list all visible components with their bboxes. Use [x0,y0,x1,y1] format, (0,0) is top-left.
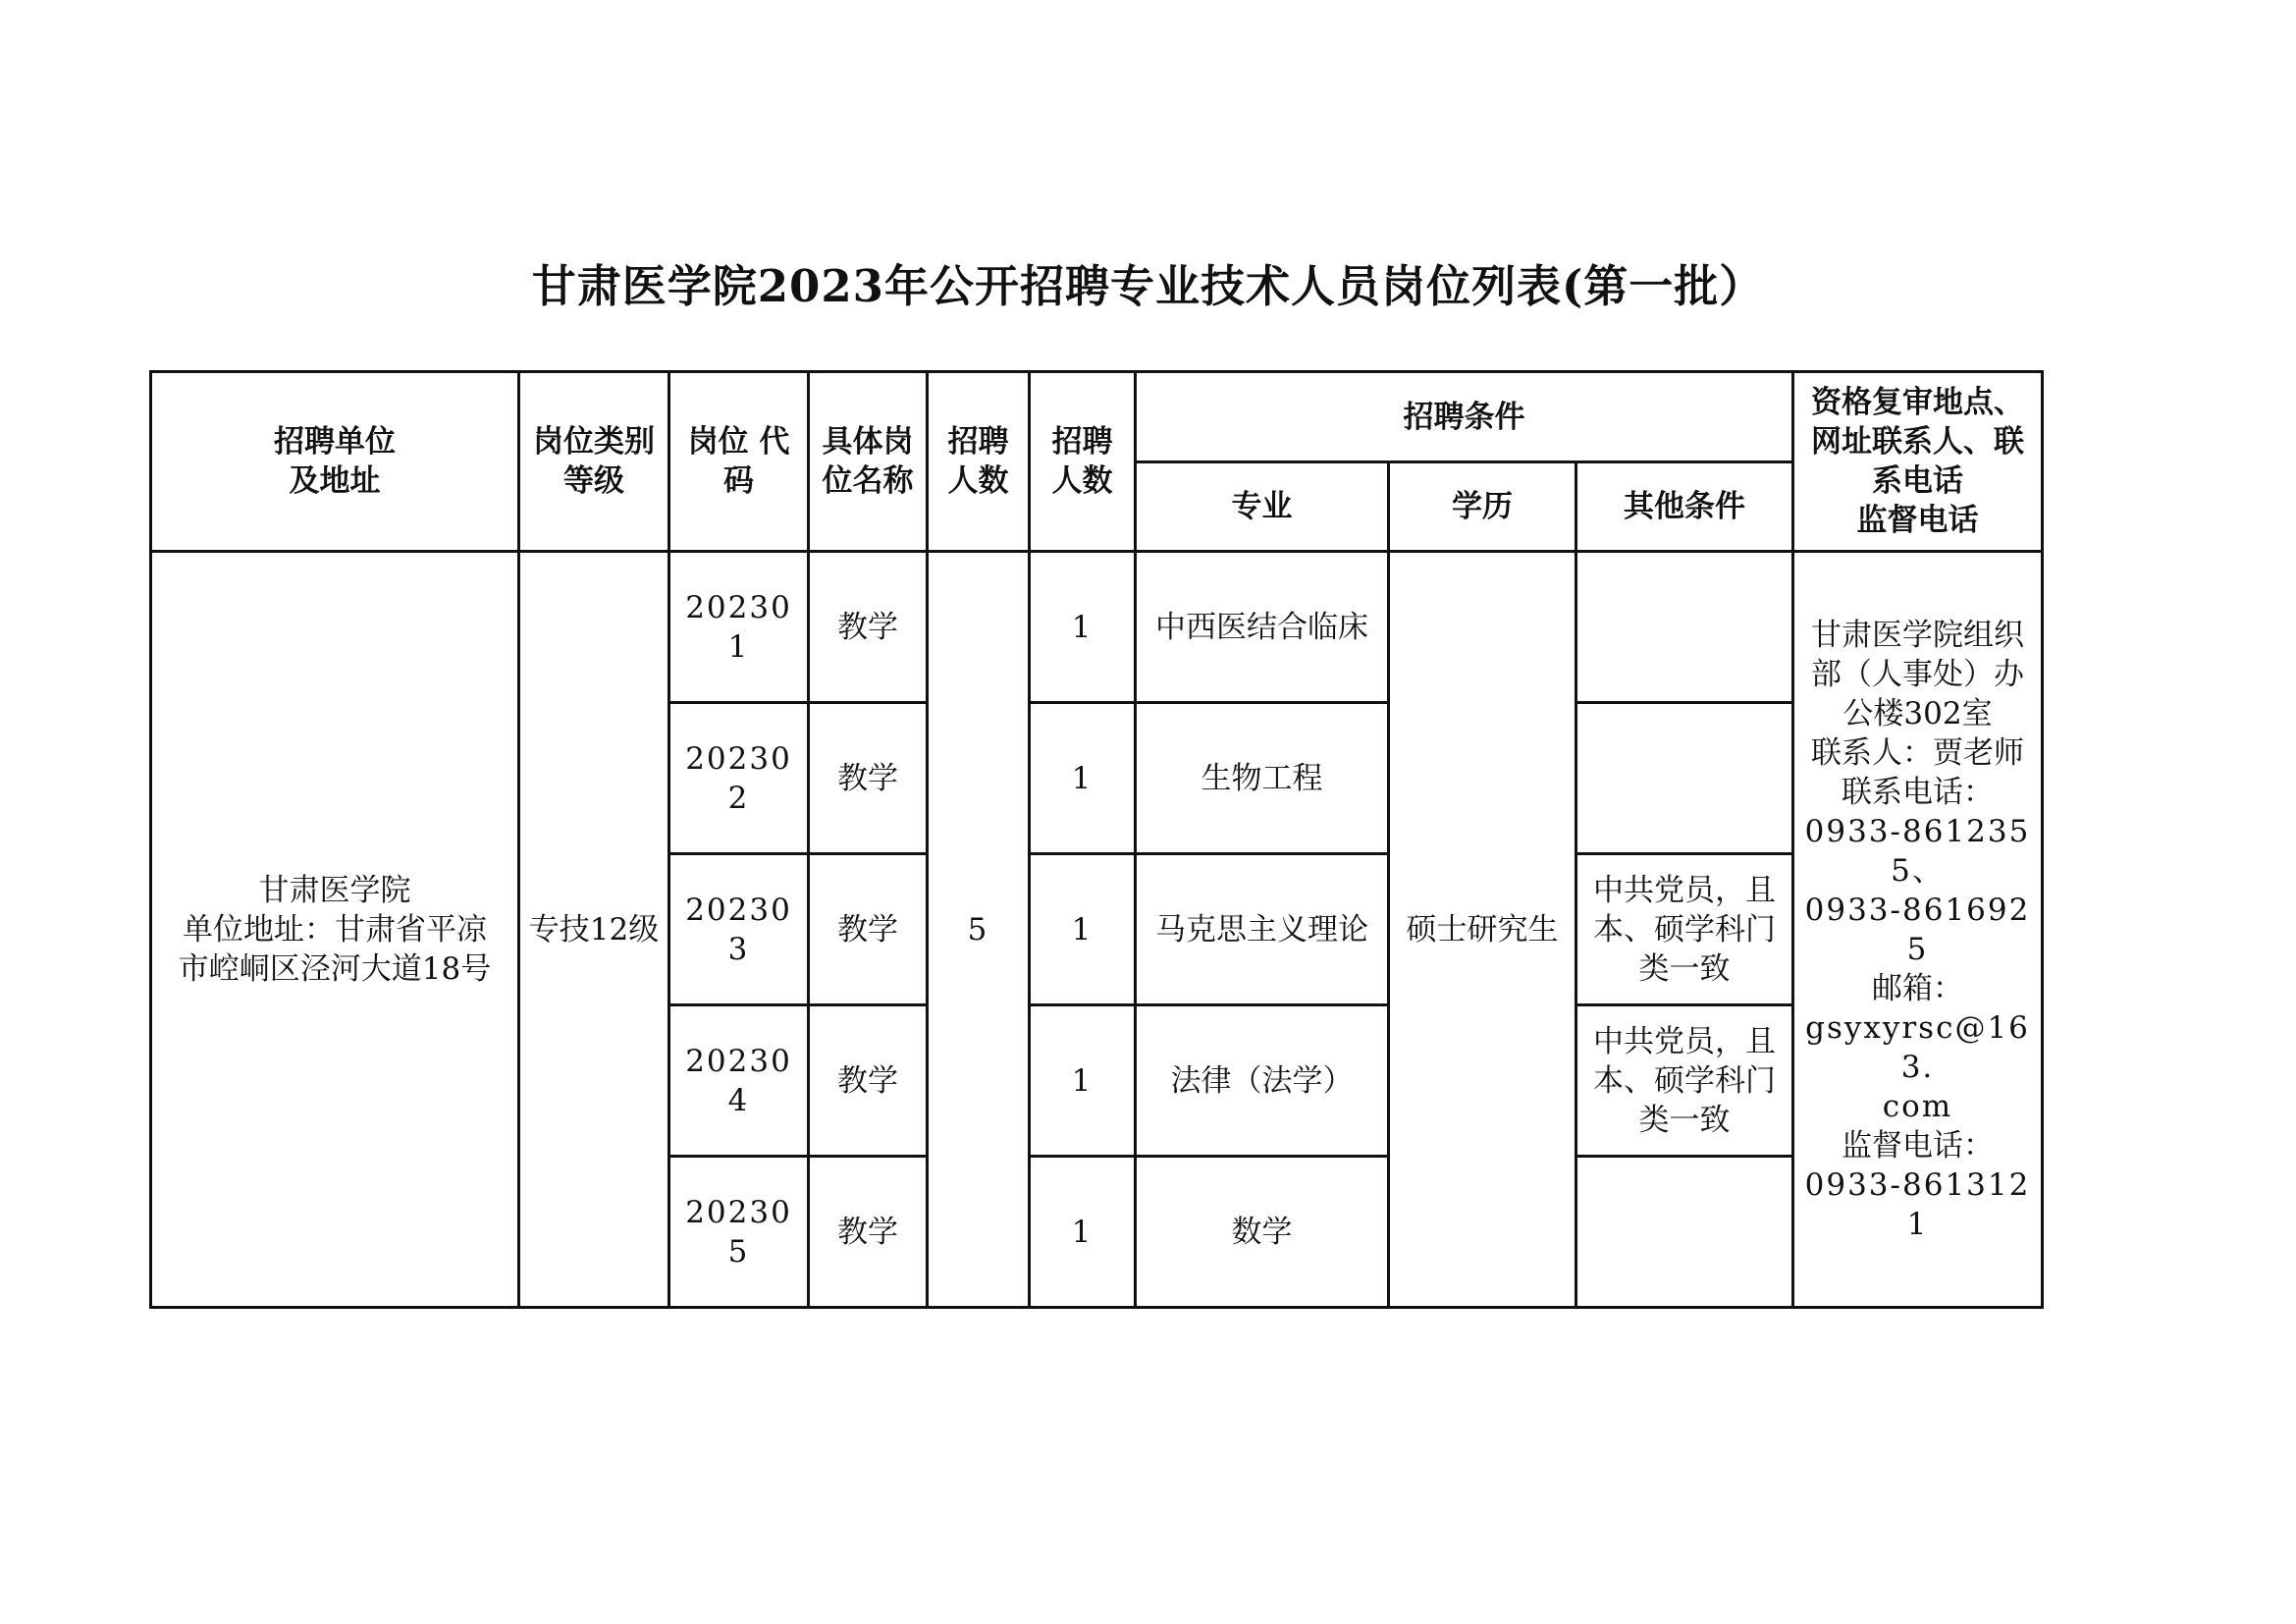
header-education: 学历 [1389,462,1576,552]
position-name-cell: 教学 [809,1157,928,1308]
header-position-name: 具体岗 位名称 [809,372,928,552]
major-cell: 生物工程 [1136,703,1389,854]
other-condition-cell [1576,1157,1793,1308]
header-total-count: 招聘 人数 [928,372,1030,552]
document-title: 甘肃医学院2023年公开招聘专业技术人员岗位列表(第一批） [531,260,1765,312]
major-cell: 法律（法学） [1136,1005,1389,1157]
header-other: 其他条件 [1576,462,1793,552]
position-name-cell: 教学 [809,703,928,854]
other-condition-cell [1576,703,1793,854]
count-cell: 1 [1030,552,1136,703]
header-category: 岗位类别 等级 [519,372,669,552]
count-cell: 1 [1030,854,1136,1005]
header-count: 招聘 人数 [1030,372,1136,552]
contact-cell: 甘肃医学院组织 部（人事处）办 公楼302室 联系人：贾老师 联系电话： 0933-8612355、 0933-8616925 邮箱： gsyxyrsc@163. com 监督电话： 0933-8613121 [1793,552,2043,1308]
count-cell: 1 [1030,703,1136,854]
code-cell: 202303 [669,854,809,1005]
header-contact: 资格复审地点、 网址联系人、联 系电话 监督电话 [1793,372,2043,552]
other-condition-cell: 中共党员，且 本、硕学科门 类一致 [1576,854,1793,1005]
other-condition-cell [1576,552,1793,703]
code-cell: 202301 [669,552,809,703]
header-major: 专业 [1136,462,1389,552]
count-cell: 1 [1030,1005,1136,1157]
header-code: 岗位 代 码 [669,372,809,552]
header-conditions: 招聘条件 [1136,372,1793,462]
header-unit: 招聘单位 及地址 [151,372,519,552]
education-cell: 硕士研究生 [1389,552,1576,1308]
count-cell: 1 [1030,1157,1136,1308]
recruitment-table [149,370,2044,1309]
major-cell: 数学 [1136,1157,1389,1308]
position-name-cell: 教学 [809,1005,928,1157]
position-name-cell: 教学 [809,854,928,1005]
header-row [151,372,2043,462]
code-cell: 202304 [669,1005,809,1157]
code-cell: 202305 [669,1157,809,1308]
major-cell: 马克思主义理论 [1136,854,1389,1005]
position-name-cell: 教学 [809,552,928,703]
code-cell: 202302 [669,703,809,854]
major-cell: 中西医结合临床 [1136,552,1389,703]
unit-address-cell: 甘肃医学院 单位地址：甘肃省平凉 市崆峒区泾河大道18号 [151,552,519,1308]
category-cell: 专技12级 [519,552,669,1308]
other-condition-cell: 中共党员，且 本、硕学科门 类一致 [1576,1005,1793,1157]
total-count-cell: 5 [928,552,1030,1308]
table-row [151,552,2043,703]
